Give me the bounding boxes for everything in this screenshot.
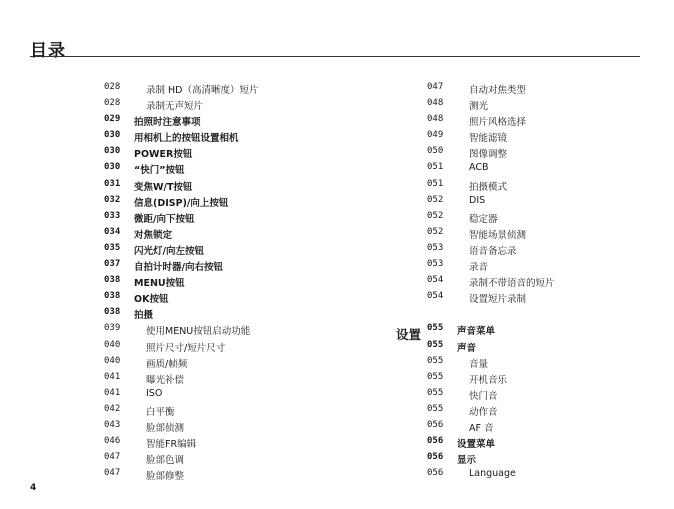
toc-page-number: 038 <box>104 275 121 286</box>
toc-page-number: 046 <box>104 436 121 447</box>
toc-entry-title: 录制不带语音的短片 <box>469 278 555 290</box>
toc-entry-title: 脸部色调 <box>146 455 185 467</box>
toc-page-number: 053 <box>427 259 444 270</box>
toc-page-number: 055 <box>427 371 444 382</box>
toc-page-number: 055 <box>427 323 444 334</box>
toc-entry-title: 图像调整 <box>469 149 508 161</box>
toc-page-number: 056 <box>427 436 444 447</box>
toc-entry-title: DIS <box>469 194 486 206</box>
toc-entry-title: 显示 <box>457 455 477 467</box>
toc-page-number: 031 <box>104 178 121 189</box>
toc-page-number: 054 <box>427 291 444 302</box>
toc-entry-title: 画质/帧频 <box>146 358 188 370</box>
toc-page-number: 043 <box>104 419 121 430</box>
toc-page-number: 056 <box>427 468 444 479</box>
toc-entry-title: 使用MENU按钮启动功能 <box>146 326 251 338</box>
toc-entry-title: Language <box>469 468 516 480</box>
toc-page-number: 052 <box>427 226 444 237</box>
toc-page-number: 028 <box>104 98 121 109</box>
toc-entry-title: 音量 <box>469 358 489 370</box>
toc-page-number: 038 <box>104 307 121 318</box>
page-title: 目录 <box>30 41 66 61</box>
title-divider <box>30 56 640 57</box>
toc-page-number: 039 <box>104 323 121 334</box>
toc-page-number: 037 <box>104 259 121 270</box>
page-number: 4 <box>30 483 37 493</box>
toc-page-number: 040 <box>104 355 121 366</box>
toc-entry-title: 照片尺寸/短片尺寸 <box>146 342 226 354</box>
toc-page-number: 055 <box>427 355 444 366</box>
toc-entry-title: 脸部侦测 <box>146 422 185 434</box>
toc-page-number: 047 <box>427 82 444 92</box>
toc-page-number: 050 <box>427 146 444 157</box>
toc-page-number: 047 <box>104 452 121 463</box>
toc-entry-title: 对焦锁定 <box>134 229 173 241</box>
toc-page-number: 055 <box>427 403 444 414</box>
toc-entry-title: 脸部修整 <box>146 471 185 483</box>
toc-entry-title: 用相机上的按钮设置相机 <box>134 133 239 145</box>
toc-page-number: 051 <box>427 178 444 189</box>
toc-entry-title: 信息(DISP)/向上按钮 <box>134 197 229 209</box>
toc-entry-title: 智能FR编辑 <box>146 439 197 451</box>
toc-entry-title: 拍照时注意事项 <box>134 117 201 129</box>
toc-entry-title: 设置菜单 <box>457 439 496 451</box>
toc-entry-title: 录音 <box>469 262 489 274</box>
toc-entry-title: OK按钮 <box>134 294 169 306</box>
toc-page-number: 035 <box>104 242 121 253</box>
toc-page-number: 047 <box>104 468 121 479</box>
toc-entry-title: 拍摄 <box>134 310 154 322</box>
toc-page-number: 055 <box>427 387 444 398</box>
toc-page-number: 048 <box>427 98 444 109</box>
toc-page-number: 055 <box>427 339 444 350</box>
toc-entry-title: 自拍计时器/向右按钮 <box>134 262 223 274</box>
section-label-settings: 设置 <box>396 327 422 342</box>
toc-entry-title: 曝光补偿 <box>146 374 185 386</box>
toc-entry-title: 声音 <box>457 342 477 354</box>
toc-page-number: 051 <box>427 162 444 173</box>
toc-entry-title: 测光 <box>469 101 489 113</box>
toc-page-number: 054 <box>427 275 444 286</box>
toc-entry-title: 自动对焦类型 <box>469 85 527 96</box>
toc-page-number: 056 <box>427 419 444 430</box>
toc-page-number: 029 <box>104 114 121 125</box>
toc-entry-title: 智能滤镜 <box>469 133 508 145</box>
toc-entry-title: 智能场景侦测 <box>469 229 527 241</box>
toc-entry-title: “快门”按钮 <box>134 165 185 177</box>
toc-entry-title: POWER按钮 <box>134 149 193 161</box>
toc-entry-title: 微距/向下按钮 <box>134 213 195 225</box>
toc-page-number: 030 <box>104 162 121 173</box>
toc-page-number: 041 <box>104 387 121 398</box>
toc-entry-title: 变焦W/T按钮 <box>134 181 193 193</box>
toc-entry-title: 动作音 <box>469 406 498 418</box>
toc-entry-title: MENU按钮 <box>134 278 185 290</box>
toc-entry-title: 录制无声短片 <box>146 101 204 113</box>
toc-entry-title: 声音菜单 <box>457 326 496 338</box>
toc-page-number: 040 <box>104 339 121 350</box>
toc-page-number: 030 <box>104 146 121 157</box>
toc-entry-title: 开机音乐 <box>469 374 508 386</box>
toc-page-number: 028 <box>104 82 121 92</box>
toc-page-number: 034 <box>104 226 121 237</box>
toc-entry-title: 录制 HD（高清晰度）短片 <box>146 85 259 96</box>
toc-page-number: 042 <box>104 403 121 414</box>
toc-page-number: 033 <box>104 210 121 221</box>
toc-page-number: 052 <box>427 210 444 221</box>
toc-entry-title: 照片风格选择 <box>469 117 527 129</box>
toc-entry-title: 设置短片录制 <box>469 294 527 306</box>
toc-entry-title: 稳定器 <box>469 213 498 225</box>
toc-entry-title: 白平衡 <box>146 406 175 418</box>
toc-page-number: 032 <box>104 194 121 205</box>
toc-page-number: 049 <box>427 130 444 141</box>
toc-page-number: 030 <box>104 130 121 141</box>
toc-entry-title: 闪光灯/向左按钮 <box>134 245 204 257</box>
toc-entry-title: ISO <box>146 387 163 399</box>
toc-page-number: 053 <box>427 242 444 253</box>
toc-page-number: 048 <box>427 114 444 125</box>
toc-page-number: 052 <box>427 194 444 205</box>
toc-entry-title: 语音备忘录 <box>469 245 517 257</box>
toc-entry-title: AF 音 <box>469 422 494 434</box>
toc-page-number: 041 <box>104 371 121 382</box>
toc-entry-title: 拍摄模式 <box>469 181 508 193</box>
toc-entry-title: ACB <box>469 162 489 174</box>
toc-page-number: 038 <box>104 291 121 302</box>
toc-page-number: 056 <box>427 452 444 463</box>
toc-entry-title: 快门音 <box>469 390 498 402</box>
